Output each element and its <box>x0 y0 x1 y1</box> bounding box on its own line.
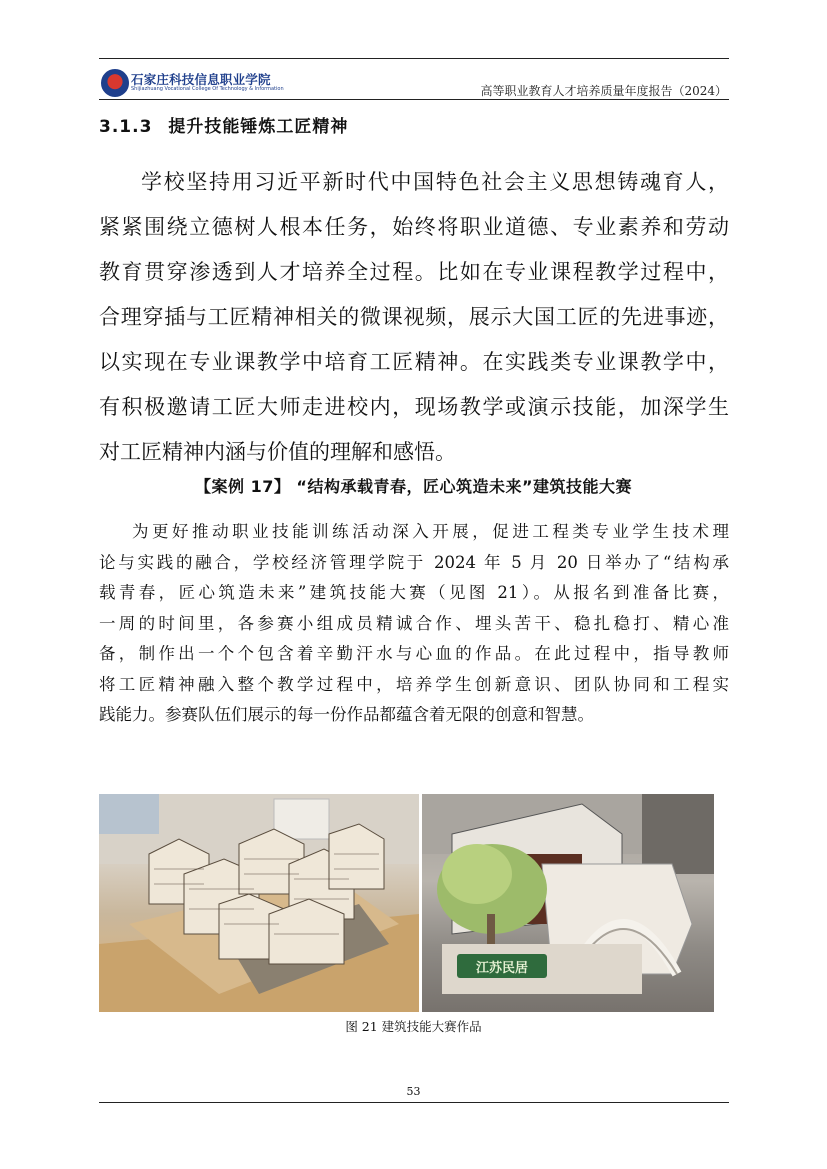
case-title: 【案例 17】 “结构承载青春，匠心筑造未来”建筑技能大赛 <box>195 477 632 496</box>
college-name: 石家庄科技信息职业学院 <box>131 72 271 87</box>
section-title: 提升技能锤炼工匠精神 <box>168 117 349 137</box>
paragraph-line: 为更好推动职业技能训练活动深入开展，促进工程类专业学生技术理 <box>132 522 729 541</box>
wooden-building-model-photo <box>99 794 419 1012</box>
body-paragraph-2 <box>99 517 729 731</box>
figure-caption: 图 21 建筑技能大赛作品 <box>345 1019 482 1034</box>
paragraph-line: 载青春，匠心筑造未来”建筑技能大赛（见图 21）。从报名到准备比赛， <box>99 583 729 602</box>
paragraph-line: 以实现在专业课教学中培育工匠精神。在实践类专业课教学中， <box>99 350 729 374</box>
section-heading <box>99 112 348 137</box>
report-title: 高等职业教育人才培养质量年度报告（2024） <box>480 84 727 98</box>
section-number: 3.1.3 <box>99 117 153 137</box>
model-sign-text: 江苏民居 <box>475 961 528 976</box>
paragraph-line: 一周的时间里，各参赛小组成员精诚合作、埋头苦干、稳扎稳打、精心准 <box>99 613 729 633</box>
paragraph-line: 对工匠精神内涵与价值的理解和感悟。 <box>99 440 456 464</box>
paragraph-line: 践能力。参赛队伍们展示的每一份作品都蕴含着无限的创意和智慧。 <box>99 705 594 724</box>
paper-bridge-and-house-model-photo <box>422 794 714 1012</box>
college-seal-icon <box>101 69 129 97</box>
page-number: 53 <box>406 1085 421 1098</box>
footer-rule <box>99 1102 729 1103</box>
paragraph-line: 有积极邀请工匠大师走进校内，现场教学或演示技能，加深学生 <box>99 395 729 419</box>
paragraph-line: 合理穿插与工匠精神相关的微课视频，展示大国工匠的先进事迹， <box>99 305 729 329</box>
paragraph-line: 论与实践的融合，学校经济管理学院于 2024 年 5 月 20 日举办了“结构承 <box>99 552 729 572</box>
header-bottom-rule <box>99 99 729 100</box>
paragraph-line: 学校坚持用习近平新时代中国特色社会主义思想铸魂育人， <box>141 170 729 194</box>
paragraph-line: 将工匠精神融入整个教学过程中，培养学生创新意识、团队协同和工程实 <box>99 674 729 694</box>
paragraph-line: 教育贯穿渗透到人才培养全过程。比如在专业课程教学过程中， <box>99 260 729 284</box>
college-logo <box>101 69 284 97</box>
paragraph-line: 备，制作出一个个包含着辛勤汗水与心血的作品。在此过程中，指导教师 <box>99 644 729 663</box>
header-top-rule <box>99 58 729 59</box>
body-paragraph-1 <box>99 160 729 475</box>
college-english-name: Shijiazhuang Vocational College Of Technology & Information <box>131 86 284 92</box>
paragraph-line: 紧紧围绕立德树人根本任务，始终将职业道德、专业素养和劳动 <box>99 215 729 239</box>
